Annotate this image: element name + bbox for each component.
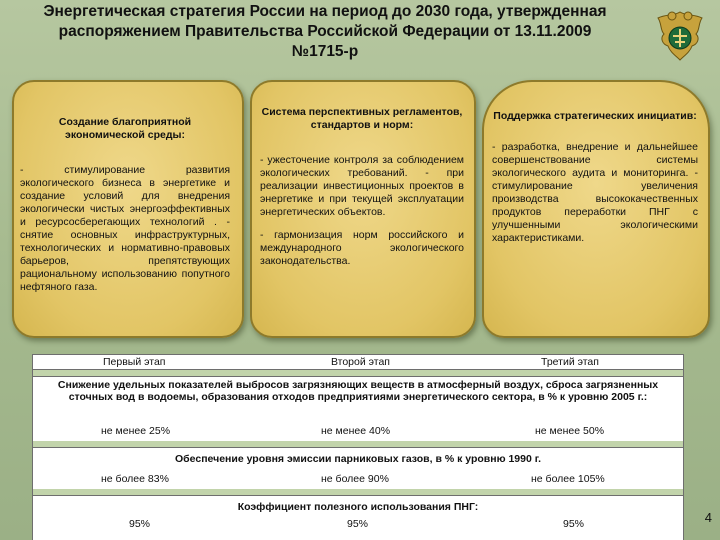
stages-header-row bbox=[33, 355, 683, 370]
stage-3-header: Третий этап bbox=[541, 356, 599, 368]
title-line-3: №1715-р bbox=[291, 43, 359, 60]
card-text: - гармонизация норм российского и международного экологического законодательства. bbox=[260, 229, 464, 267]
row-3-description: Коэффициент полезного использования ПНГ: bbox=[237, 501, 479, 513]
row-2-description: Обеспечение уровня эмиссии парниковых газов, в % к уровню 1990 г. bbox=[175, 453, 541, 465]
card-economic-environment bbox=[12, 80, 244, 338]
row-3-value: 95% bbox=[129, 518, 151, 530]
title-line-2: распоряжением Правительства Российской Федерации от 13.11.2009 bbox=[58, 23, 592, 40]
title-line-1: Энергетическая стратегия России на период до 2030 года, утвержденная bbox=[43, 3, 607, 20]
stage-1-header: Первый этап bbox=[103, 356, 166, 368]
row-1-description: Снижение удельных показателей выбросов загрязняющих веществ в атмосферный воздух, сброса загрязненных сточных вод в водоемы, образования отходов предприятиями энергетического сектора, в % к уровню 2005 г.: bbox=[57, 379, 659, 403]
card-regulations-standards bbox=[250, 80, 476, 338]
row-2-value: не более 83% bbox=[101, 473, 169, 485]
eagle-emblem-icon bbox=[648, 4, 712, 68]
row-3-value: 95% bbox=[563, 518, 585, 530]
page-title bbox=[0, 2, 650, 62]
row-3-value: 95% bbox=[347, 518, 369, 530]
card-text: - ужесточение контроля за соблюдением экологических требований. - при реализации инвестиционных проектов в энергетике и при текущей эксплуатации энергетических объектов. bbox=[260, 154, 464, 218]
row-3-values bbox=[33, 518, 683, 532]
table-divider-bar bbox=[33, 370, 683, 377]
row-1-value: не менее 25% bbox=[101, 425, 171, 437]
page-number: 4 bbox=[704, 510, 712, 525]
table-divider-bar bbox=[33, 441, 683, 448]
stages-table bbox=[32, 354, 684, 540]
row-1-value: не менее 40% bbox=[321, 425, 391, 437]
card-text: - разработка, внедрение и дальнейшее совершенствование системы экологического аудита и мониторинга. - стимулирование увеличения производства высококачественных продуктов переработки ПНГ с улучшенными экологическими характеристиками. bbox=[492, 141, 698, 244]
row-1-values bbox=[33, 425, 683, 439]
card-text: - стимулирование развития экологического бизнеса в энергетике и создание условий для внедрения экологически чистых энергоэффективных и ресурсосберегающих технологий . - снятие основных инфраструктурных, технологических и нормативно-правовых барьеров, препятствующих рациональному использованию попутного нефтяного газа. bbox=[20, 164, 230, 293]
table-divider-bar bbox=[33, 489, 683, 496]
row-1-value: не менее 50% bbox=[535, 425, 605, 437]
card-heading: Поддержка стратегических инициатив: bbox=[493, 110, 697, 122]
card-heading: Создание благоприятной экономической среды: bbox=[58, 116, 192, 141]
row-2-values bbox=[33, 473, 683, 487]
row-2-value: не более 105% bbox=[531, 473, 605, 485]
row-2-value: не более 90% bbox=[321, 473, 389, 485]
card-heading: Система перспективных регламентов, стандартов и норм: bbox=[261, 106, 463, 131]
stage-2-header: Второй этап bbox=[331, 356, 390, 368]
card-strategic-initiatives bbox=[482, 80, 710, 338]
